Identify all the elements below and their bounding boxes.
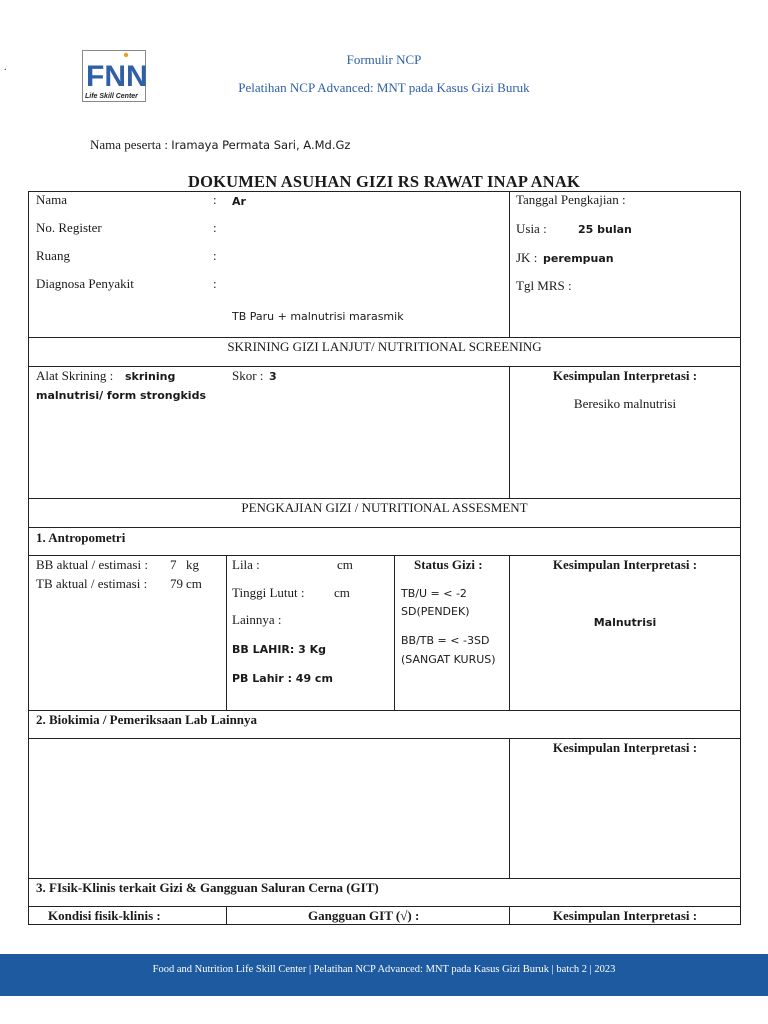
alat-skrining-value-1: skrining (125, 370, 176, 383)
register-label: No. Register (36, 220, 102, 235)
bb-aktual-value: 7 (170, 557, 177, 572)
footer-text: Food and Nutrition Life Skill Center | Pelatihan NCP Advanced: MNT pada Kasus Gizi Buruk | batch 2 | 2023 (152, 964, 616, 975)
register-colon: : (213, 220, 217, 235)
antropometri-title-row (28, 527, 741, 556)
tbu-line-2: SD(PENDEK) (401, 605, 470, 618)
lila-unit: cm (337, 557, 353, 572)
antropometri-title: 1. Antropometri (36, 530, 126, 545)
tb-aktual-unit: cm (186, 576, 202, 591)
bb-aktual-unit: kg (186, 557, 199, 572)
assessment-section-title: PENGKAJIAN GIZI / NUTRITIONAL ASSESMENT (241, 500, 528, 515)
usia-value: 25 bulan (578, 223, 632, 236)
alat-skrining-value-2: malnutrisi/ form strongkids (36, 389, 206, 402)
tb-aktual-value: 79 (170, 576, 183, 591)
screening-section-title: SKRINING GIZI LANJUT/ NUTRITIONAL SCREENING (227, 339, 542, 354)
participant-label: Nama peserta : (90, 137, 168, 152)
kondisi-fisik-klinis-label: Kondisi fisik-klinis : (48, 908, 161, 923)
participant-name: Iramaya Permata Sari, A.Md.Gz (171, 138, 351, 152)
biokimia-body (28, 738, 741, 879)
screening-body (28, 366, 741, 499)
tbu-line-1: TB/U = < -2 (401, 587, 467, 600)
gangguan-git-label: Gangguan GIT (√) : (308, 908, 420, 923)
nama-value: Ar (232, 195, 246, 208)
form-title: Formulir NCP (346, 52, 422, 67)
tb-aktual-label: TB aktual / estimasi : (36, 576, 148, 591)
tanggal-pengkajian-label: Tanggal Pengkajian : (516, 192, 626, 207)
bbtb-line-2: (SANGAT KURUS) (401, 653, 496, 666)
diagnosa-label: Diagnosa Penyakit (36, 276, 134, 291)
nama-colon: : (213, 192, 217, 207)
pb-lahir: PB Lahir : 49 cm (232, 672, 333, 685)
tgl-mrs-label: Tgl MRS : (516, 278, 572, 293)
skor-value: 3 (269, 370, 277, 383)
jk-label: JK : (516, 250, 538, 265)
lainnya-label: Lainnya : (232, 612, 282, 627)
antropometri-kesimpulan-value: Malnutrisi (593, 616, 657, 629)
training-title: Pelatihan NCP Advanced: MNT pada Kasus Gizi Buruk (238, 80, 530, 95)
fisik-klinis-title: 3. FIsik-Klinis terkait Gizi & Gangguan Saluran Cerna (GIT) (36, 880, 379, 895)
footer-bar (0, 954, 768, 996)
svg-text:FNN: FNN (86, 60, 146, 93)
ruang-label: Ruang (36, 248, 70, 263)
bbtb-line-1: BB/TB = < -3SD (401, 634, 490, 647)
tinggi-lutut-label: Tinggi Lutut : (232, 585, 305, 600)
antropometri-kesimpulan-label: Kesimpulan Interpretasi : (552, 557, 698, 572)
ruang-colon: : (213, 248, 217, 263)
stray-dot: . (4, 62, 7, 73)
bb-lahir: BB LAHIR: 3 Kg (232, 643, 326, 656)
status-gizi-label: Status Gizi : (414, 557, 483, 572)
participant-line (90, 137, 350, 153)
screening-kesimpulan-value: Beresiko malnutrisi (573, 396, 677, 411)
nama-label: Nama (36, 192, 68, 207)
biokimia-title: 2. Biokimia / Pemeriksaan Lab Lainnya (36, 712, 258, 727)
diagnosa-value: TB Paru + malnutrisi marasmik (232, 310, 404, 323)
screening-kesimpulan-label: Kesimpulan Interpretasi : (552, 368, 698, 383)
lila-label: Lila : (232, 557, 260, 572)
usia-label: Usia : (516, 221, 547, 236)
alat-skrining-label: Alat Skrining : (36, 368, 114, 383)
document-title: DOKUMEN ASUHAN GIZI RS RAWAT INAP ANAK (187, 172, 581, 191)
tinggi-lutut-unit: cm (334, 585, 350, 600)
diagnosa-colon: : (213, 276, 217, 291)
skor-label: Skor : (232, 368, 264, 383)
fisik-kesimpulan-label: Kesimpulan Interpretasi : (552, 908, 698, 923)
jk-value: perempuan (543, 252, 614, 265)
biokimia-kesimpulan-label: Kesimpulan Interpretasi : (552, 740, 698, 755)
svg-text:Life Skill Center: Life Skill Center (85, 93, 138, 100)
bb-aktual-label: BB aktual / estimasi : (36, 557, 148, 572)
